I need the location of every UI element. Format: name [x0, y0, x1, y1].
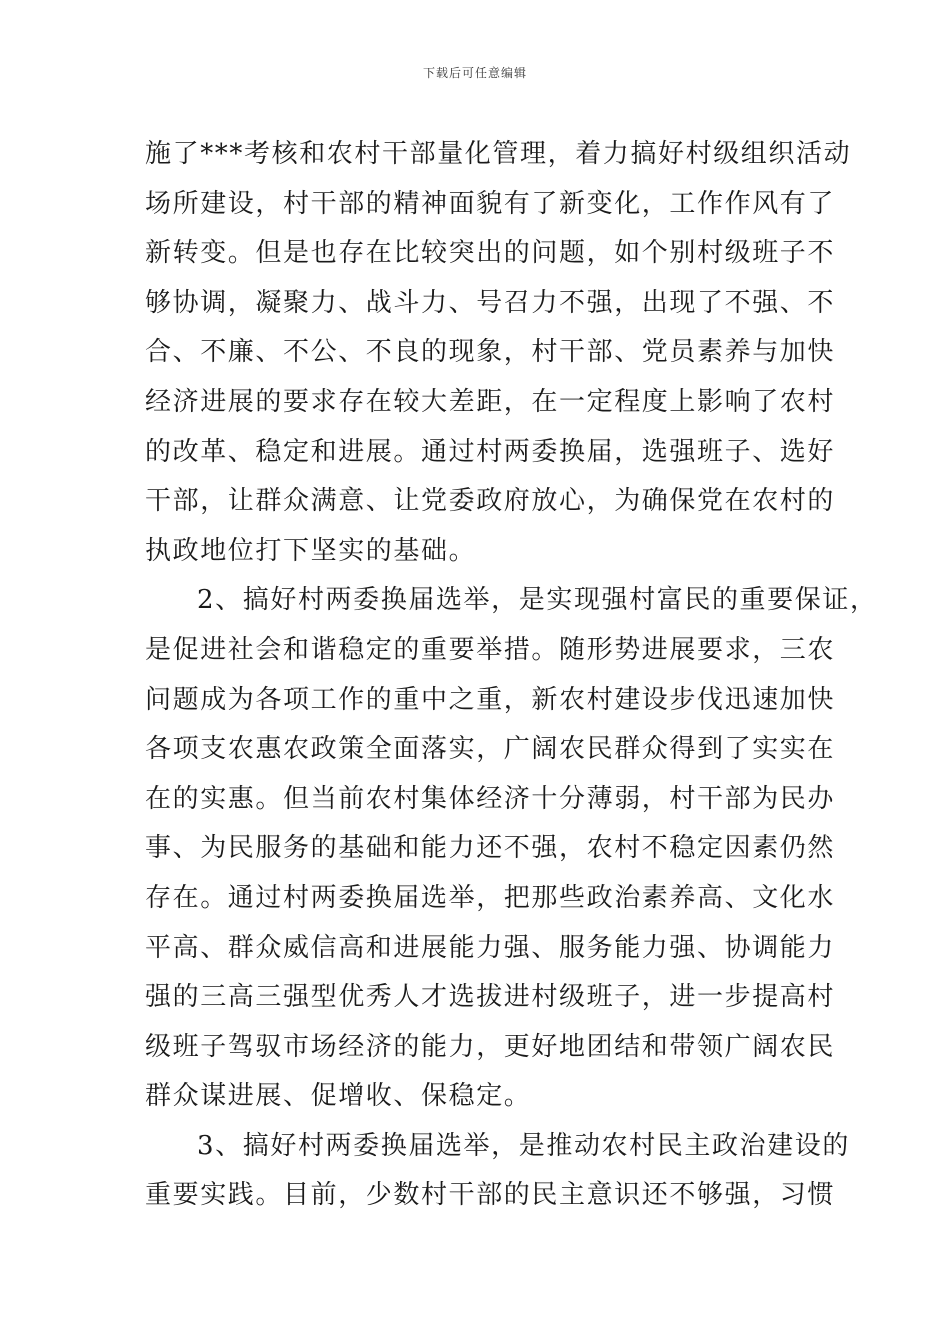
text-line: 强的三高三强型优秀人才选拔进村级班子，进一步提高村: [145, 982, 836, 1013]
text-line: 场所建设，村干部的精神面貌有了新变化，工作作风有了: [145, 188, 836, 219]
text-line: 够协调，凝聚力、战斗力、号召力不强，出现了不强、不: [145, 287, 836, 318]
text-line: 重要实践。目前，少数村干部的民主意识还不够强，习惯: [145, 1180, 836, 1211]
text-line: 群众谋进展、促增收、保稳定。: [145, 1081, 532, 1112]
text-line: 新转变。但是也存在比较突出的问题，如个别村级班子不: [145, 238, 836, 269]
text-line: 各项支农惠农政策全面落实，广阔农民群众得到了实实在: [145, 734, 836, 765]
document-body: [145, 130, 878, 1221]
text-line: 施了***考核和农村干部量化管理，着力搞好村级组织活动: [145, 139, 852, 169]
page-header: 下载后可任意编辑: [422, 66, 527, 80]
text-line: 是促进社会和谐稳定的重要举措。随形势进展要求，三农: [145, 634, 836, 665]
text-line: 2、搞好村两委换届选举，是实现强村富民的重要保证，: [197, 585, 878, 616]
text-line: 事、为民服务的基础和能力还不强，农村不稳定因素仍然: [145, 833, 836, 864]
text-line: 问题成为各项工作的重中之重，新农村建设步伐迅速加快: [145, 684, 836, 715]
text-line: 经济进展的要求存在较大差距，在一定程度上影响了农村: [145, 386, 836, 417]
text-line: 的改革、稳定和进展。通过村两委换届，选强班子、选好: [145, 436, 836, 467]
text-line: 存在。通过村两委换届选举，把那些政治素养高、文化水: [145, 882, 836, 913]
text-line: 级班子驾驭市场经济的能力，更好地团结和带领广阔农民: [145, 1031, 836, 1062]
text-line: 在的实惠。但当前农村集体经济十分薄弱，村干部为民办: [145, 783, 836, 814]
text-line: 执政地位打下坚实的基础。: [145, 535, 477, 566]
text-line: 平高、群众威信高和进展能力强、服务能力强、协调能力: [145, 932, 836, 963]
text-line: 3、搞好村两委换届选举，是推动农村民主政治建设的: [197, 1130, 850, 1161]
text-line: 合、不廉、不公、不良的现象，村干部、党员素养与加快: [145, 337, 836, 368]
text-line: 干部，让群众满意、让党委政府放心，为确保党在农村的: [145, 486, 836, 517]
